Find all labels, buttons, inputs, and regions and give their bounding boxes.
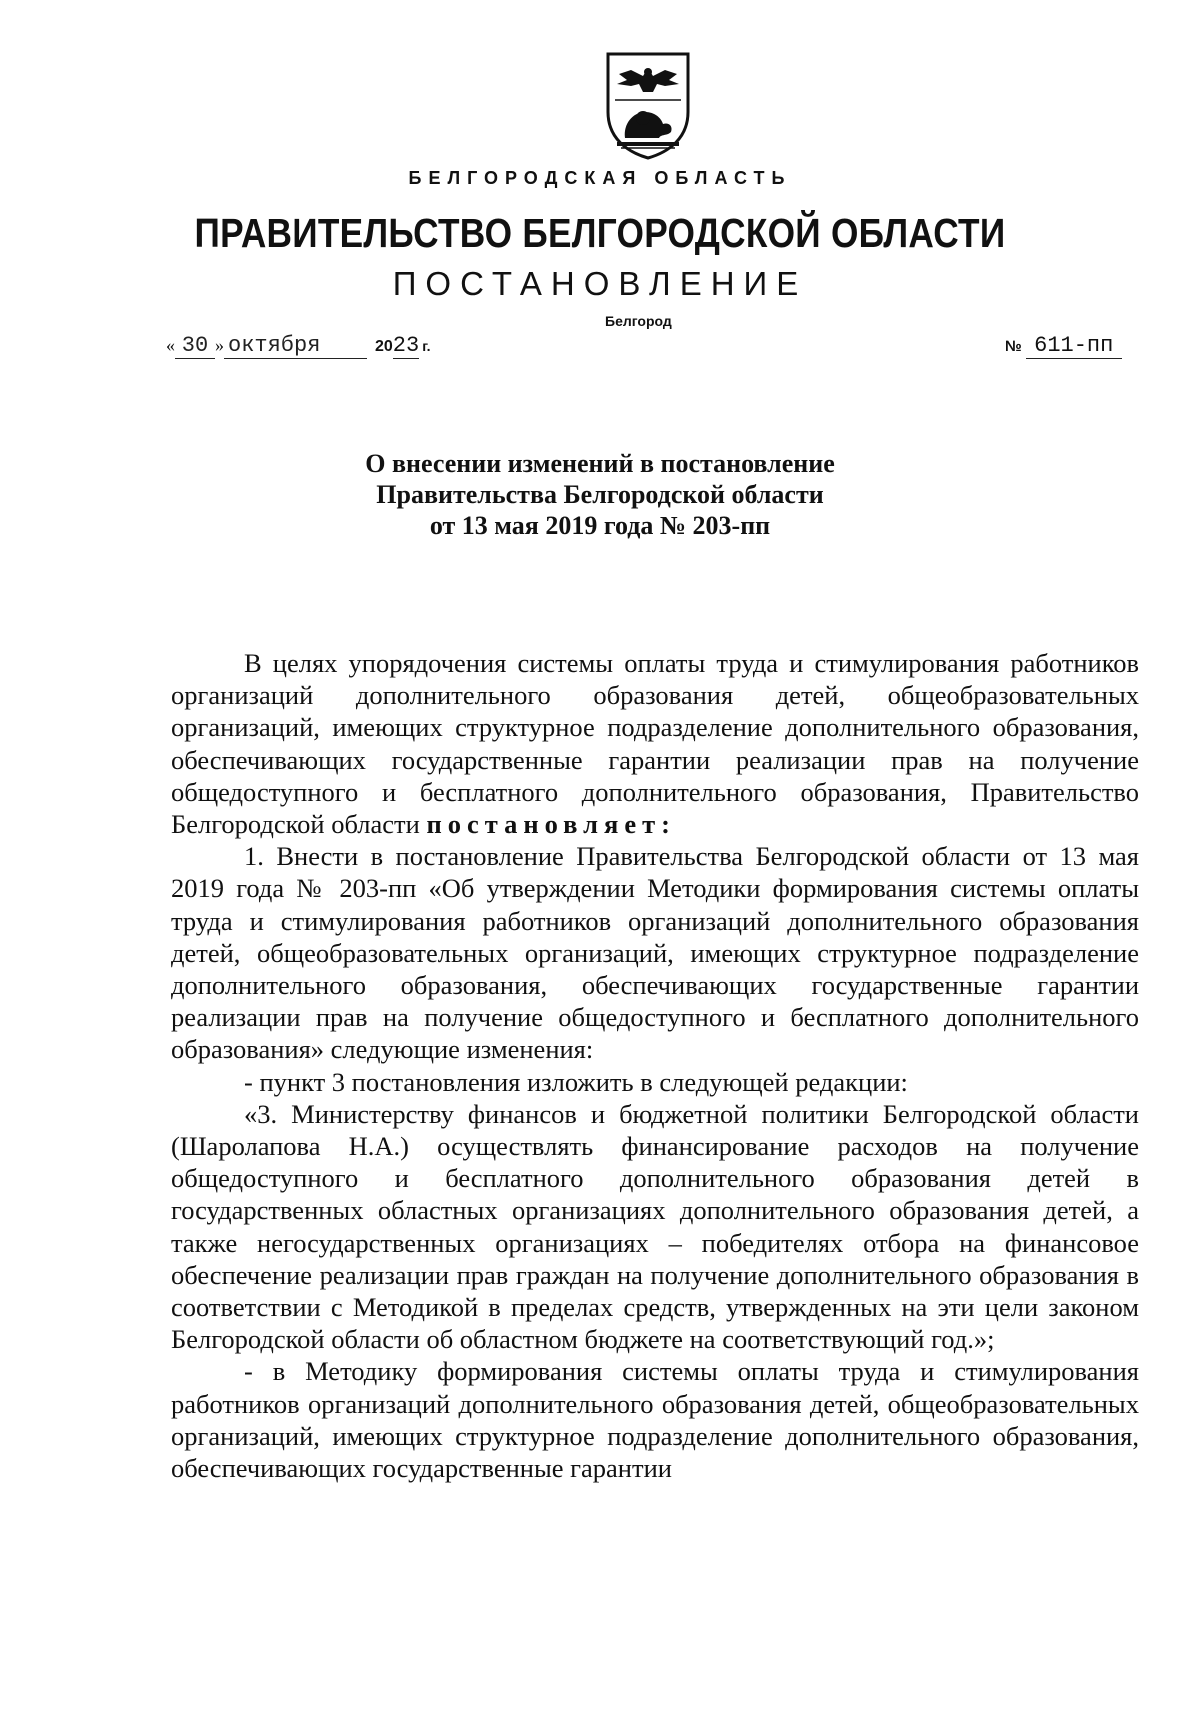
date-year: 23 (392, 333, 420, 358)
date-day: 30 (175, 333, 215, 359)
paragraph-item-1-clause-a: - пункт 3 постановления изложить в следующей редакции: (244, 1066, 908, 1097)
number-label: № (1005, 338, 1022, 355)
date-month: октября (224, 333, 367, 359)
region-name: БЕЛГОРОДСКАЯ ОБЛАСТЬ (408, 168, 792, 188)
number-value: 611-пп (1026, 333, 1122, 359)
title-line-3: от 13 мая 2019 года № 203-пп (429, 511, 771, 540)
date-year-suffix: г. (422, 338, 431, 354)
title-line-2: Правительства Белгородской области (376, 480, 824, 509)
document-body (171, 647, 1139, 1484)
document-number (1005, 333, 1122, 359)
date-close-quote: » (215, 335, 224, 355)
title-line-1: О внесении изменений в постановление (365, 449, 835, 478)
paragraph-item-1: 1. Внести в постановление Правительства Белгородской области от 13 мая 2019 года № 203-пп «Об утверждении Методики формирования системы оплаты труда и стимулирования работников организаций дополнительного образования детей, общеобразовательных организаций, имеющих структурное подразделение дополнительного образования, обеспечивающих государственные гарантии реализации прав на получение общедоступного и бесплатного дополнительного образования» следующие изменения: (171, 841, 1139, 1065)
paragraph-preamble (171, 647, 1139, 840)
preamble-text: В целях упорядочения системы оплаты труда и стимулирования работников организаций дополнительного образования детей, общеобразовательных организаций, имеющих структурное подразделение дополнительного образования, обеспечивающих государственные гарантии реализации прав на получение общедоступного и бесплатного дополнительного образования, Правительство Белгородской области (171, 648, 1139, 840)
date-year-prefix: 20 (375, 338, 393, 355)
government-name: ПРАВИТЕЛЬСТВО БЕЛГОРОДСКОЙ ОБЛАСТИ (194, 210, 1006, 256)
paragraph-new-item-3: «3. Министерству финансов и бюджетной политики Белгородской области (Шаролапова Н.А.) осуществлять финансирование расходов на получение общедоступного и бесплатного дополнительного образования детей в государственных областных организациях дополнительного образования детей, а также негосударственных организациях – победителях отбора на финансовое обеспечение реализации прав граждан на получение дополнительного образования в соответствии с Методикой в пределах средств, утвержденных на эти цели законом Белгородской области об областном бюджете на соответствующий год.»; (171, 1098, 1139, 1355)
resolves-word: постановляет: (426, 809, 676, 840)
coat-of-arms-icon (603, 50, 693, 160)
date-open-quote: « (166, 335, 175, 355)
paragraph-item-1-clause-b: - в Методику формирования системы оплаты труда и стимулирования работников организаций дополнительного образования детей, общеобразовательных организаций, имеющих структурное подразделение дополнительного образования, обеспечивающих государственные гарантии (171, 1356, 1139, 1484)
document-type: ПОСТАНОВЛЕНИЕ (392, 265, 808, 302)
city-name: Белгород (605, 313, 672, 329)
document-date (166, 333, 431, 359)
document-title (0, 448, 1200, 541)
